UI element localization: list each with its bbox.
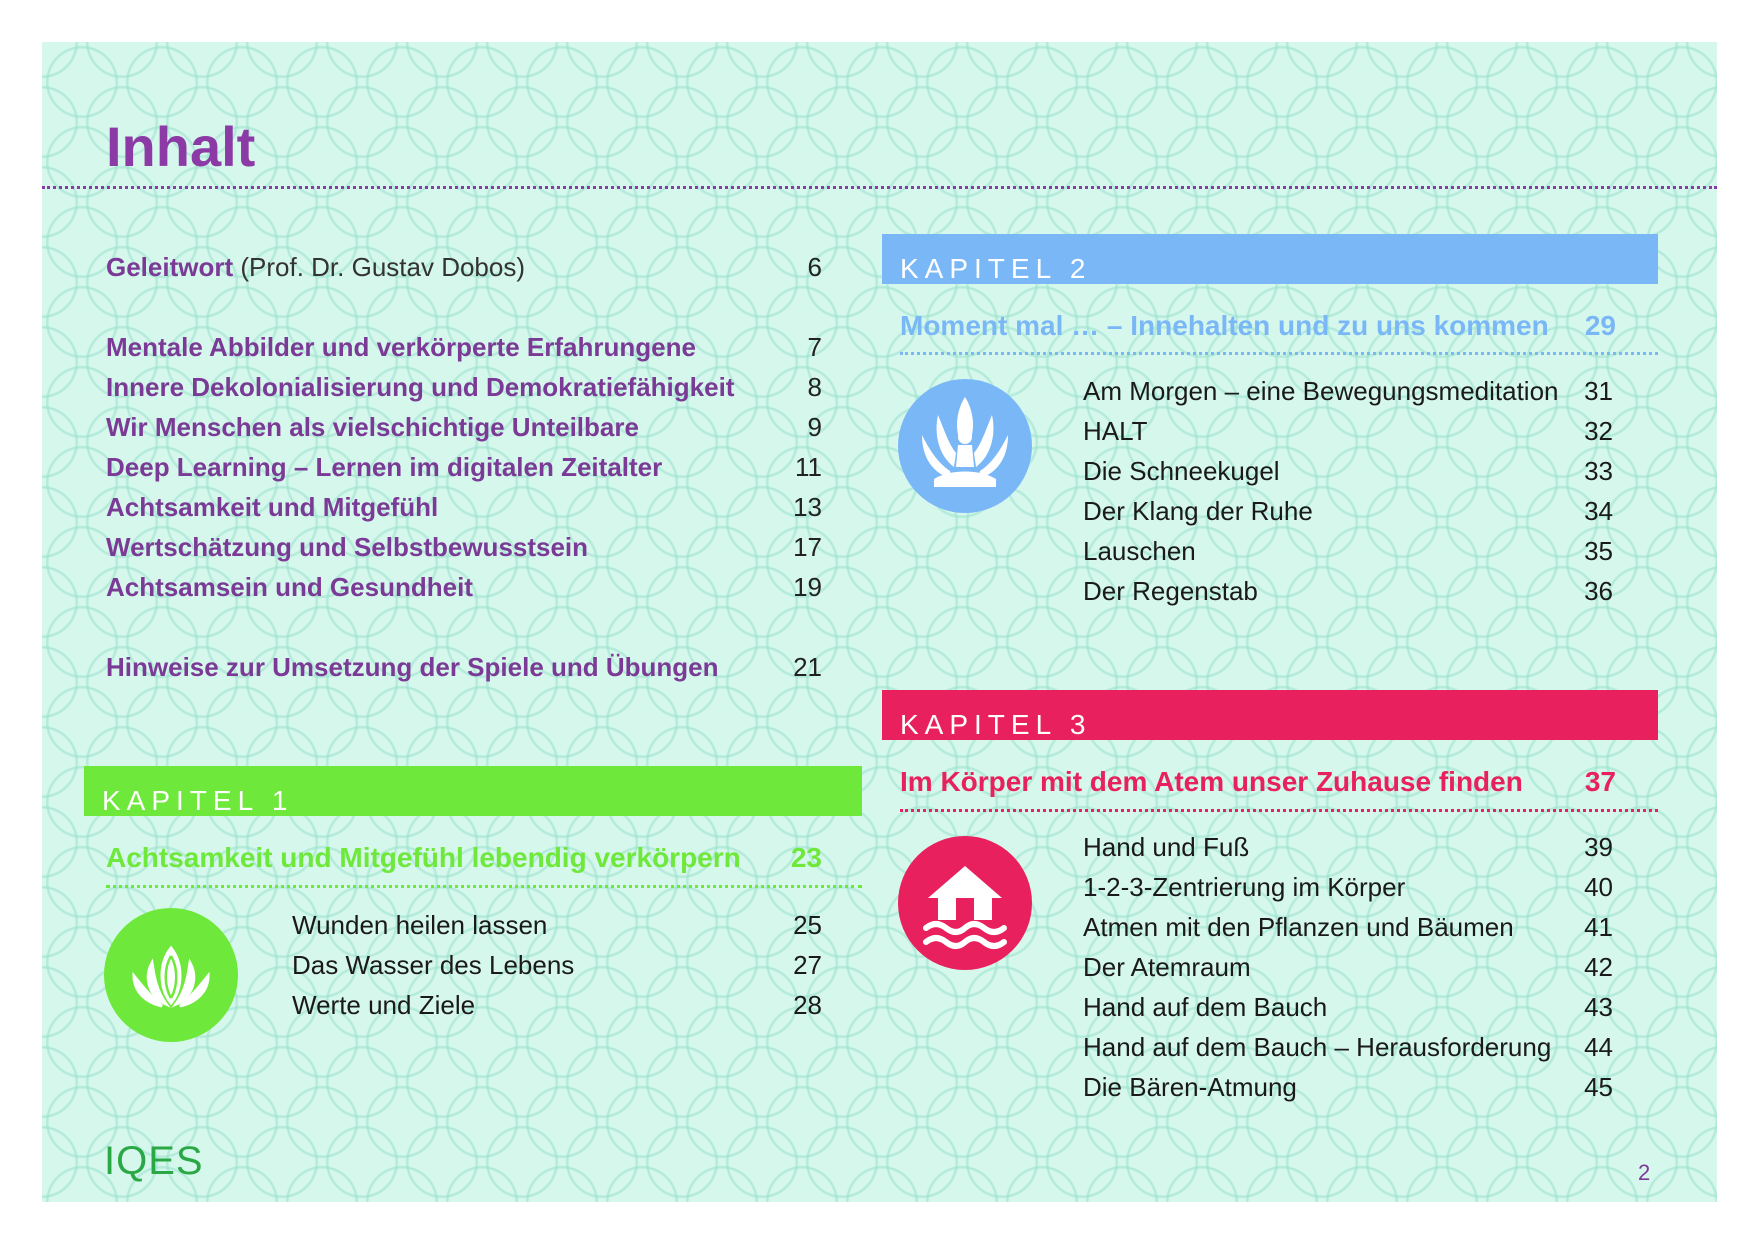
page-number: 39 — [1584, 832, 1613, 862]
page-number: 19 — [793, 572, 822, 602]
chapter-3-item[interactable] — [1083, 1030, 1613, 1064]
chapter-2-item[interactable] — [1083, 494, 1613, 528]
item-label: Wunden heilen lassen — [292, 910, 548, 940]
page-number: 28 — [793, 990, 822, 1020]
page-number: 42 — [1584, 952, 1613, 982]
chapter-1-banner — [84, 766, 862, 816]
page-number: 35 — [1584, 536, 1613, 566]
chapter-3-item[interactable] — [1083, 830, 1613, 864]
page-number: 45 — [1584, 1072, 1613, 1102]
page-number: 44 — [1584, 1032, 1613, 1062]
page-title: Inhalt — [106, 115, 256, 178]
page-number: 6 — [807, 252, 822, 282]
chapter-3-heading[interactable] — [900, 764, 1616, 800]
page-number: 11 — [795, 452, 822, 482]
item-label: Die Schneekugel — [1083, 456, 1280, 486]
page-number: 17 — [793, 532, 822, 562]
page-number: 33 — [1584, 456, 1613, 486]
page-number: 7 — [807, 332, 822, 362]
item-label: Der Regenstab — [1083, 576, 1258, 606]
iqes-logo: IQES — [104, 1139, 204, 1183]
page-number-footer: 2 — [1638, 1160, 1651, 1185]
chapter-2-item[interactable] — [1083, 454, 1613, 488]
toc-item[interactable] — [106, 490, 822, 524]
house-on-water-icon — [898, 836, 1032, 970]
chapter-3-item[interactable] — [1083, 870, 1613, 904]
chapter-3-page: 37 — [1584, 766, 1616, 797]
page-number: 9 — [807, 412, 822, 442]
chapter-3-divider — [900, 809, 1658, 812]
toc-item[interactable] — [106, 370, 822, 404]
chapter-2-item[interactable] — [1083, 374, 1613, 408]
page-number: 32 — [1584, 416, 1613, 446]
lotus-icon — [104, 908, 238, 1042]
chapter-2-page: 29 — [1584, 310, 1616, 341]
toc-item-label: Wertschätzung und Selbstbewusstsein — [106, 532, 589, 562]
chapter-2-title: Moment mal … – Innehalten und zu uns kommen — [900, 310, 1549, 341]
page-number: 27 — [793, 950, 822, 980]
item-label: 1-2-3-Zentrierung im Körper — [1083, 872, 1406, 902]
item-label: Hand und Fuß — [1083, 832, 1250, 862]
page-number: 43 — [1584, 992, 1613, 1022]
page-number: 40 — [1584, 872, 1613, 902]
geleitwort-label: Geleitwort — [106, 252, 234, 282]
chapter-1-item[interactable] — [292, 948, 822, 982]
chapter-3-banner — [882, 690, 1658, 740]
toc-item[interactable] — [106, 410, 822, 444]
toc-item-label: Wir Menschen als vielschichtige Unteilbare — [106, 412, 639, 442]
toc-item[interactable] — [106, 450, 822, 484]
chapter-2-item[interactable] — [1083, 414, 1613, 448]
toc-item-label: Mentale Abbilder und verkörperte Erfahrungene — [106, 332, 696, 362]
chapter-1-title: Achtsamkeit und Mitgefühl lebendig verkörpern — [106, 842, 741, 873]
page-number: 41 — [1584, 912, 1613, 942]
chapter-3-item[interactable] — [1083, 990, 1613, 1024]
page-number: 25 — [793, 910, 822, 940]
chapter-2-label: KAPITEL 2 — [900, 253, 1092, 284]
page-number: 31 — [1584, 376, 1613, 406]
chapter-3-item[interactable] — [1083, 1070, 1613, 1104]
chapter-3-item[interactable] — [1083, 910, 1613, 944]
item-label: Am Morgen – eine Bewegungsmeditation — [1083, 376, 1559, 406]
toc-geleitwort[interactable] — [106, 250, 822, 284]
toc-item[interactable] — [106, 330, 822, 364]
item-label: Der Atemraum — [1083, 952, 1251, 982]
title-divider — [42, 186, 1717, 189]
item-label: Das Wasser des Lebens — [292, 950, 575, 980]
meditation-lotus-icon — [898, 379, 1032, 513]
page-number: 13 — [793, 492, 822, 522]
page-number: 8 — [807, 372, 822, 402]
page-background — [42, 42, 1717, 1202]
chapter-1-item[interactable] — [292, 988, 822, 1022]
page-number: 36 — [1584, 576, 1613, 606]
chapter-2-item[interactable] — [1083, 574, 1613, 608]
chapter-2-divider — [900, 352, 1658, 355]
chapter-1-item[interactable] — [292, 908, 822, 942]
item-label: HALT — [1083, 416, 1148, 446]
geleitwort-author: (Prof. Dr. Gustav Dobos) — [233, 252, 526, 282]
chapter-3-label: KAPITEL 3 — [900, 709, 1092, 740]
chapter-1-heading[interactable] — [106, 840, 822, 876]
item-label: Werte und Ziele — [292, 990, 476, 1020]
item-label: Hand auf dem Bauch – Herausforderung — [1083, 1032, 1552, 1062]
chapter-1-label: KAPITEL 1 — [102, 785, 294, 816]
chapter-2-heading[interactable] — [900, 308, 1616, 344]
toc-item-label: Hinweise zur Umsetzung der Spiele und Übungen — [106, 652, 719, 682]
item-label: Atmen mit den Pflanzen und Bäumen — [1083, 912, 1514, 942]
page-number: 34 — [1584, 496, 1613, 526]
toc-item-label: Achtsamsein und Gesundheit — [106, 572, 473, 602]
chapter-2-item[interactable] — [1083, 534, 1613, 568]
toc-item[interactable] — [106, 570, 822, 604]
item-label: Der Klang der Ruhe — [1083, 496, 1313, 526]
item-label: Hand auf dem Bauch — [1083, 992, 1328, 1022]
page-number: 21 — [793, 652, 822, 682]
chapter-2-banner — [882, 234, 1658, 284]
toc-item[interactable] — [106, 530, 822, 564]
toc-item-label: Innere Dekolonialisierung und Demokratiefähigkeit — [106, 372, 735, 402]
chapter-1-page: 23 — [790, 842, 822, 873]
chapter-3-item[interactable] — [1083, 950, 1613, 984]
chapter-3-title: Im Körper mit dem Atem unser Zuhause finden — [900, 766, 1523, 797]
item-label: Die Bären-Atmung — [1083, 1072, 1297, 1102]
toc-hinweise[interactable] — [106, 650, 822, 684]
chapter-1-divider — [106, 885, 862, 888]
toc-item-label: Deep Learning – Lernen im digitalen Zeitalter — [106, 452, 663, 482]
toc-item-label: Achtsamkeit und Mitgefühl — [106, 492, 439, 522]
item-label: Lauschen — [1083, 536, 1196, 566]
